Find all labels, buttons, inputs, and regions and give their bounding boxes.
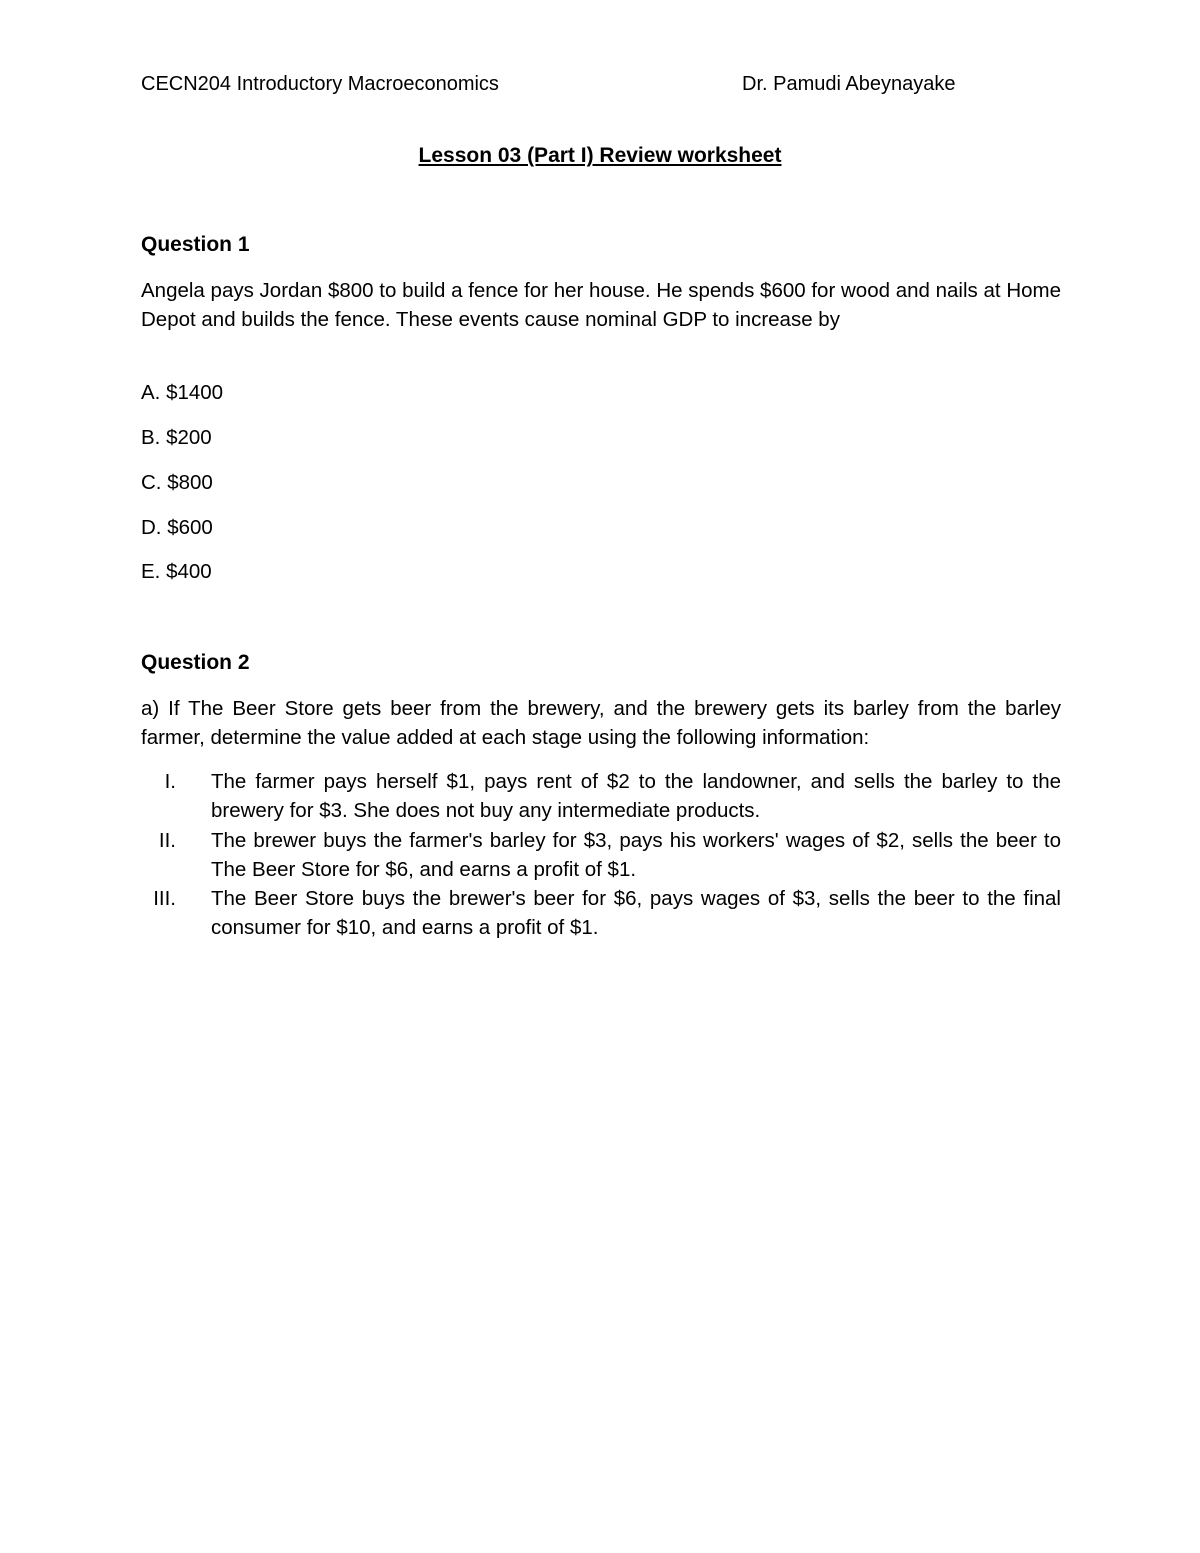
list-item-text: The Beer Store buys the brewer's beer for $6, pays wages of $3, sells the beer to the final consumer for $10, and earns a profit of $1. (211, 887, 1061, 939)
list-item-text: The brewer buys the farmer's barley for $3, pays his workers' wages of $2, sells the beer to The Beer Store for $6, and earns a profit of $1. (211, 829, 1061, 881)
question-1-text: Angela pays Jordan $800 to build a fence for her house. He spends $600 for wood and nails at Home Depot and builds the fence. These events cause nominal GDP to increase by (141, 279, 1061, 331)
header-instructor: Dr. Pamudi Abeynayake (742, 73, 956, 95)
question-1-option-d: D. $600 (141, 516, 213, 539)
page-title: Lesson 03 (Part I) Review worksheet (418, 144, 782, 167)
question-1-option-a: A. $1400 (141, 381, 224, 404)
question-1-option-b: B. $200 (141, 426, 212, 449)
question-2-text: a) If The Beer Store gets beer from the brewery, and the brewery gets its barley from the barley farmer, determine the value added at each stage using the following information: (141, 697, 1061, 749)
list-item-text: The farmer pays herself $1, pays rent of $2 to the landowner, and sells the barley to the brewery for $3. She does not buy any intermediate products. (211, 770, 1061, 822)
question-1-heading: Question 1 (141, 233, 250, 256)
header-course: CECN204 Introductory Macroeconomics (141, 73, 499, 95)
question-1-option-c: C. $800 (141, 471, 213, 494)
question-1-option-e: E. $400 (141, 560, 212, 583)
question-2-heading: Question 2 (141, 651, 250, 674)
list-item-number: I. (164, 770, 176, 793)
list-item-number: II. (158, 829, 176, 852)
list-item-number: III. (153, 887, 176, 910)
